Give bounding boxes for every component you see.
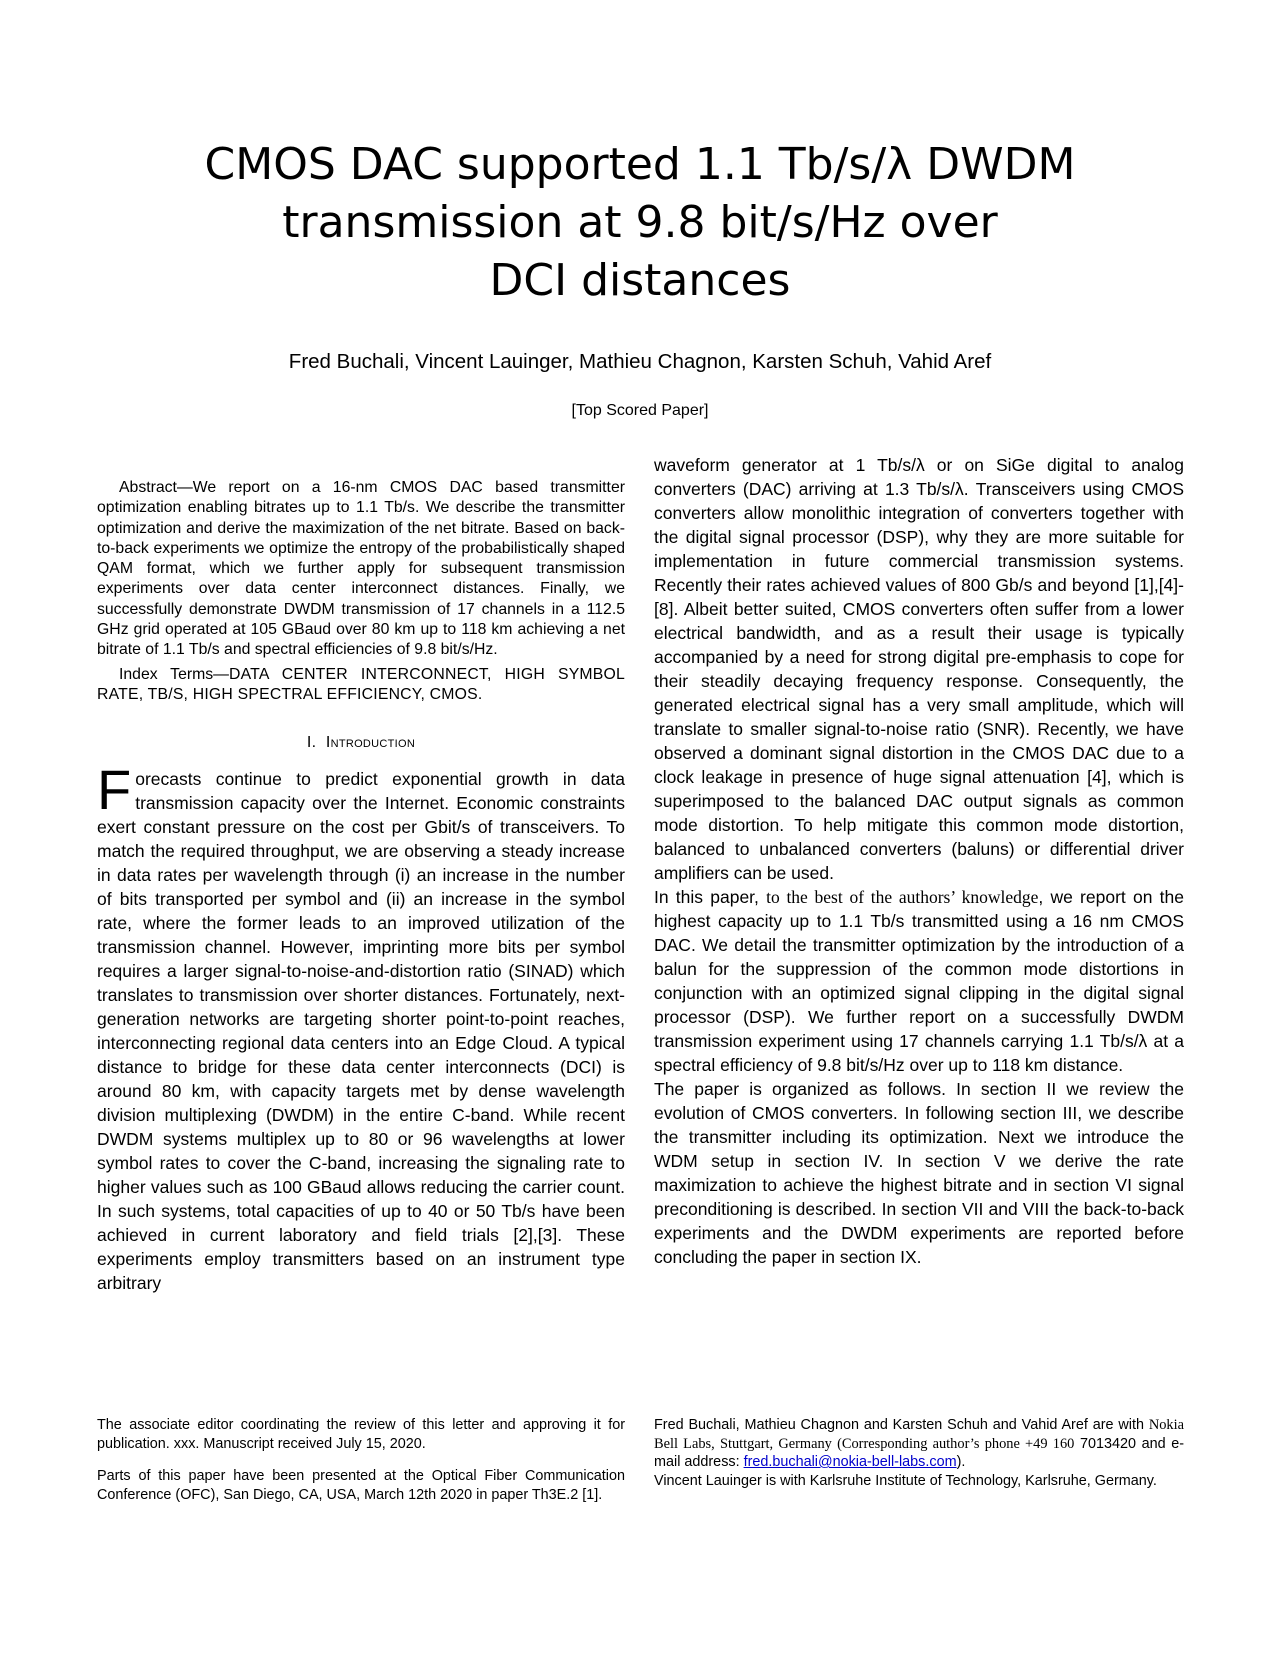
footnote-conference: Parts of this paper have been presented at the Optical Fiber Communication Conference (OFC), San Diego, CA, USA, March 12th 2020 in paper Th3E.2 [1]. — [97, 1468, 625, 1503]
footnote-affiliation-b: 7013420 and e-mail address: — [654, 1435, 1184, 1470]
footnote-editor: The associate editor coordinating the review of this letter and approving it for publication. xxx. Manuscript received July 15, 2020. — [97, 1417, 625, 1452]
title-line-2: transmission at 9.8 bit/s/Hz over — [282, 197, 998, 248]
intro-paragraph-2-serif: to the best of the authors’ knowledge — [766, 887, 1039, 907]
section-heading — [97, 733, 625, 753]
intro-paragraph-3: The paper is organized as follows. In section II we review the evolution of CMOS converters. In following section III, we describe the transmitter including its optimization. Next we introduce the WDM setup in section IV. In section V we derive the rate maximization to achieve the highest bitrate and in section VI signal preconditioning is described. In section VII and VIII the back-to-back experiments and the DWDM experiments are reported before concluding the paper in section IX. — [654, 1079, 1184, 1267]
section-title: Introduction — [325, 734, 416, 752]
drop-cap: F — [97, 758, 132, 822]
footnotes-right — [654, 1416, 1184, 1490]
author-list: Fred Buchali, Vincent Lauinger, Mathieu Chagnon, Karsten Schuh, Vahid Aref — [288, 350, 992, 373]
abstract: Abstract—We report on a 16-nm CMOS DAC based transmitter optimization enabling bitrates up to 1.1 Tb/s. We describe the transmitter optimization and derive the maximization of the net bitrate. Based on back-to-back experiments we optimize the entropy of the probabilistically shaped QAM format, which we further apply for subsequent transmission experiments over data center interconnect distances. Finally, we successfully demonstrate DWDM transmission of 17 channels in a 112.5 GHz grid operated at 105 GBaud over 80 km up to 118 km achieving a net bitrate of 1.1 Tb/s and spectral efficiencies of 9.8 bit/s/Hz. — [97, 479, 625, 659]
footnote-affiliation-a: Fred Buchali, Mathieu Chagnon and Karsten Schuh and Vahid Aref are with — [654, 1417, 1149, 1433]
section-number: I. — [306, 734, 317, 752]
paper-tag: [Top Scored Paper] — [571, 402, 709, 419]
intro-paragraph-2-start: In this paper, — [654, 887, 767, 907]
intro-paragraph-2 — [654, 885, 1184, 1077]
intro-paragraph-1 — [97, 758, 625, 1295]
intro-paragraph-1-continued: waveform generator at 1 Tb/s/λ or on SiGe digital to analog converters (DAC) arriving at 1.3 Tb/s/λ. Transceivers using CMOS converters allow monolithic integration of converters together with the digital signal processor (DSP), why they are more suitable for implementation in future commercial transmission systems. Recently their rates achieved values of 800 Gb/s and beyond [1],[4]-[8]. Albeit better suited, CMOS converters often suffer from a lower electrical bandwidth, and as a result their usage is typically accompanied by a need for strong digital pre-emphasis to cope for their steadily decaying frequency response. Consequently, the generated electrical signal has a very small amplitude, which will translate to smaller signal-to-noise ratio (SNR). Recently, we have observed a dominant signal distortion in the CMOS DAC due to a clock leakage in presence of huge signal attenuation [4], which is superimposed to the balanced DAC output signals as common mode distortion. To help mitigate this common mode distortion, balanced to unbalanced converters (baluns) or differential driver amplifiers can be used. — [654, 455, 1184, 883]
footnote-affiliation-end: ). — [956, 1454, 966, 1470]
right-column — [654, 453, 1184, 1269]
index-terms-label: Index Terms— — [119, 665, 229, 683]
title-line-1: CMOS DAC supported 1.1 Tb/s/λ DWDM — [204, 139, 1076, 190]
left-column — [97, 478, 625, 1295]
footnote-affiliation — [654, 1416, 1184, 1472]
footnotes-left — [97, 1416, 625, 1518]
index-terms — [97, 665, 625, 706]
title-line-3: DCI distances — [489, 255, 791, 306]
footnote-affiliation-serif: Nokia Bell Labs, Stuttgart, Germany (Corresponding author’s phone +49 160 — [654, 1417, 1184, 1452]
intro-paragraph-2-rest: , we report on the highest capacity up to 1.1 Tb/s transmitted using a 16 nm CMOS DAC. We detail the transmitter optimization by the introduction of a balun for the suppression of the common mode distortions in conjunction with an optimized signal clipping in the digital signal processor (DSP). We further report on a successfully DWDM transmission experiment using 17 channels carrying 1.1 Tb/s/λ at a spectral efficiency of 9.8 bit/s/Hz over up to 118 km distance. — [654, 887, 1184, 1075]
footnote-affiliation-2: Vincent Lauinger is with Karlsruhe Institute of Technology, Karlsruhe, Germany. — [654, 1472, 1157, 1489]
author-email-link[interactable]: fred.buchali@nokia-bell-labs.com — [743, 1454, 957, 1470]
index-terms-keywords: DATA CENTER INTERCONNECT, HIGH SYMBOL RATE, TB/S, HIGH SPECTRAL EFFICIENCY, CMOS. — [97, 665, 626, 703]
paper-title — [140, 136, 1140, 310]
intro-paragraph-1-text: orecasts continue to predict exponential growth in data transmission capacity over the Internet. Economic constraints exert constant pressure on the cost per Gbit/s of transceivers. To match the required throughput, we are observing a steady increase in data rates per wavelength through (i) an increase in the number of bits transported per symbol and (ii) an increase in the symbol rate, where the former leads to an improved utilization of the transmission channel. However, imprinting more bits per symbol requires a larger signal-to-noise-and-distortion ratio (SINAD) which translates to transmission over shorter distances. Fortunately, next-generation networks are targeting shorter point-to-point reaches, interconnecting regional data centers into an Edge Cloud. A typical distance to bridge for these data center interconnects (DCI) is around 80 km, with capacity targets met by dense wavelength division multiplexing (DWDM) in the entire C-band. While recent DWDM systems multiplex up to 80 or 96 wavelengths at lower symbol rates to cover the C-band, increasing the signaling rate to higher values such as 100 GBaud allows reducing the carrier count. In such systems, total capacities of up to 40 or 50 Tb/s have been achieved in current laboratory and field trials [2],[3]. These experiments employ transmitters based on an instrument type arbitrary — [97, 769, 625, 1294]
